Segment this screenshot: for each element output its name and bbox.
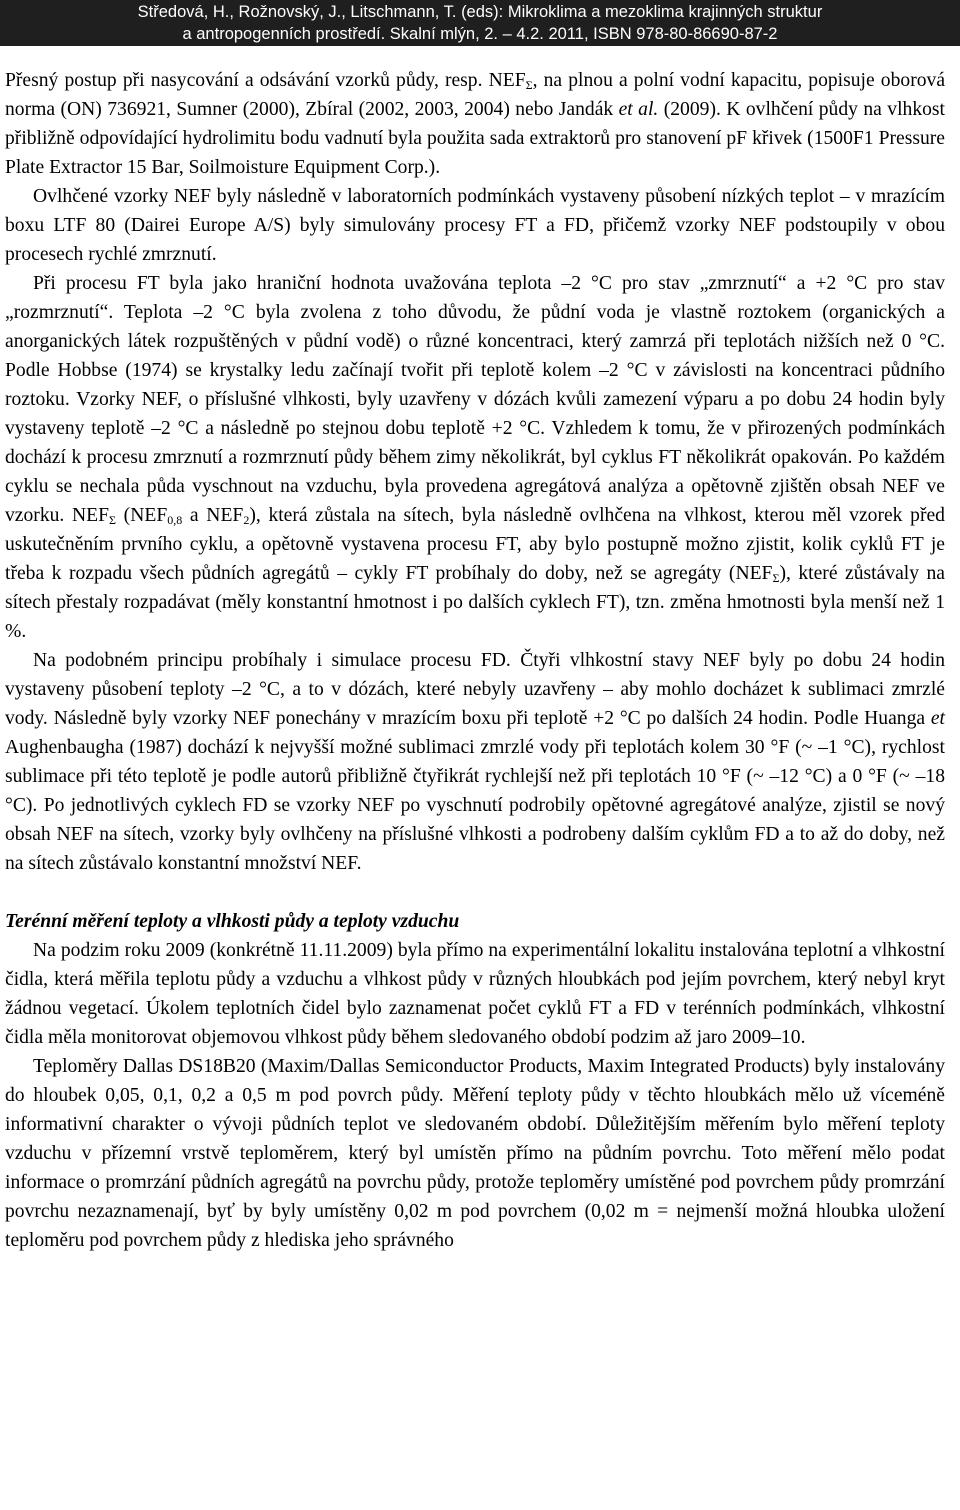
paragraph-ft-process: Při procesu FT byla jako hraniční hodnota uvažována teplota –2 °C pro stav „zmrznutí“ a +2 °C pro stav „rozmrznutí“. Teplota –2 °C byla zvolena z toho důvodu, že půdní voda je vlastně roztokem (organických a anorganických látek rozpuštěných v půdní vodě) o různé koncentraci, který zamrzá při teplotách nižších než 0 °C. Podle Hobbse (1974) se krystalky ledu začínají tvořit při teplotě kolem –2 °C v závislosti na koncentraci půdního roztoku. Vzorky NEF, o příslušné vlhkosti, byly uzavřeny v dózách kvůli zamezení výparu a po dobu 24 hodin byly vystaveny teplotě –2 °C a následně po stejnou dobu teplotě +2 °C. Vzhledem k tomu, že v přirozených podmínkách dochází k procesu zmrznutí a rozmrznutí půdy během zimy několikrát, byl cyklus FT několikrát opakován. Po každém cyklu se nechala půda vyschnout na vzduchu, byla provedena agregátová analýza a opětovně zjištěn obsah NEF ve vzorku. $NEF_\Sigma$ ($NEF_{0,8}$ a $NEF_2$), která zůstala na sítech, byla následně ovlhčena na vlhkost, kterou měl vzorek před uskutečněním prvního cyklu, a opětovně vystavena procesu FT, aby bylo postupně možno zjistit, kolik cyklů FT je třeba k rozpadu všech půdních agregátů – cykly FT probíhaly do doby, než se agregáty $(NEF_\Sigma)$, které zůstávaly na sítech přestaly rozpadávat (měly konstantní hmotnost i po dalších cyklech FT), tzn. změna hmotnosti byla menší než 1 %. xyxy=(5,273,945,642)
document-body xyxy=(5,66,945,1255)
section-spacer xyxy=(5,878,945,907)
paragraph-fd-process: Na podobném principu probíhaly i simulace procesu FD. Čtyři vlhkostní stavy NEF byly po dobu 24 hodin vystaveny působení teploty –2 °C, a to v dózách, které nebyly uzavřeny – aby mohlo docházet k sublimaci zmrzlé vody. Následně byly vzorky NEF ponechány v mrazícím boxu při teplotě +2 °C po dalších 24 hodin. Podle Huanga et Aughenbaugha (1987) dochází k nejvyšší možné sublimaci zmrzlé vody při teplotách kolem 30 °F (~ –1 °C), rychlost sublimace při této teplotě je podle autorů přibližně čtyřikrát rychlejší než při teplotách 10 °F (~ –12 °C) a 0 °F (~ –18 °C). Po jednotlivých cyklech FD se vzorky NEF po vyschnutí podrobily opětovné agregátové analýze, zjistil se nový obsah NEF na sítech, vzorky byly ovlhčeny na příslušné vlhkosti a podrobeny dalším cyklům FD a to až do doby, než na sítech zůstávalo konstantní množství NEF. xyxy=(5,650,945,874)
paragraph-thermometers: Teploměry Dallas DS18B20 (Maxim/Dallas Semiconductor Products, Maxim Integrated Products) byly instalovány do hloubek 0,05, 0,1, 0,2 a 0,5 m pod povrch půdy. Měření teploty půdy v těchto hloubkách mělo už víceméně informativní charakter o vývoji půdních teplot ve sledovaném období. Důležitějším měřením bylo měření teploty vzduchu v přízemní vrstvě teploměrem, který byl umístěn přímo na půdním povrchu. Toto měření mělo podat informace o promrzání půdních agregátů na povrchu půdy, protože teploměry umístěné pod povrchem půdy promrzání povrchu nezaznamenají, byť by byly umístěny 0,02 m pod povrchem (0,02 m = nejmenší možná hloubka uložení teploměru pod povrchem půdy z hlediska jeho správného xyxy=(5,1056,945,1251)
section-heading: Terénní měření teploty a vlhkosti půdy a teploty vzduchu xyxy=(5,911,460,932)
header-citation-line1: Středová, H., Rožnovský, J., Litschmann, T. (eds): Mikroklima a mezoklima krajinných struktur xyxy=(137,3,823,21)
paragraph-freezing-lab: Ovlhčené vzorky NEF byly následně v laboratorních podmínkách vystaveny působení nízkých teplot – v mrazícím boxu LTF 80 (Dairei Europe A/S) byly simulovány procesy FT a FD, přičemž vzorky NEF podstoupily v obou procesech rychlé zmrznutí. xyxy=(5,186,945,265)
header-citation-line2: a antropogenních prostředí. Skalní mlýn, 2. – 4.2. 2011, ISBN 978-80-86690-87-2 xyxy=(182,25,778,43)
page-header xyxy=(0,0,960,46)
paragraph-sampling-procedure: Přesný postup při nasycování a odsávání vzorků půdy, resp. $NEF_\Sigma$, na plnou a polní vodní kapacitu, popisuje oborová norma (ON) 736921, Sumner (2000), Zbíral (2002, 2003, 2004) nebo Jandák et al. (2009). K ovlhčení půdy na vlhkost přibližně odpovídající hydrolimitu bodu vadnutí byla použita sada extraktorů pro stanovení pF křivek (1500F1 Pressure Plate Extractor 15 Bar, Soilmoisture Equipment Corp.). xyxy=(5,70,946,178)
paragraph-field-sensors: Na podzim roku 2009 (konkrétně 11.11.2009) byla přímo na experimentální lokalitu instalována teplotní a vlhkostní čidla, která měřila teplotu půdy a vzduchu a vlhkost půdy v různých hloubkách pod jejím povrchem, který nebyl kryt žádnou vegetací. Úkolem teplotních čidel bylo zaznamenat počet cyklů FT a FD v terénních podmínkách, vlhkostní čidla měla monitorovat objemovou vlhkost půdy během sledovaného období podzim až jaro 2009–10. xyxy=(5,940,945,1048)
